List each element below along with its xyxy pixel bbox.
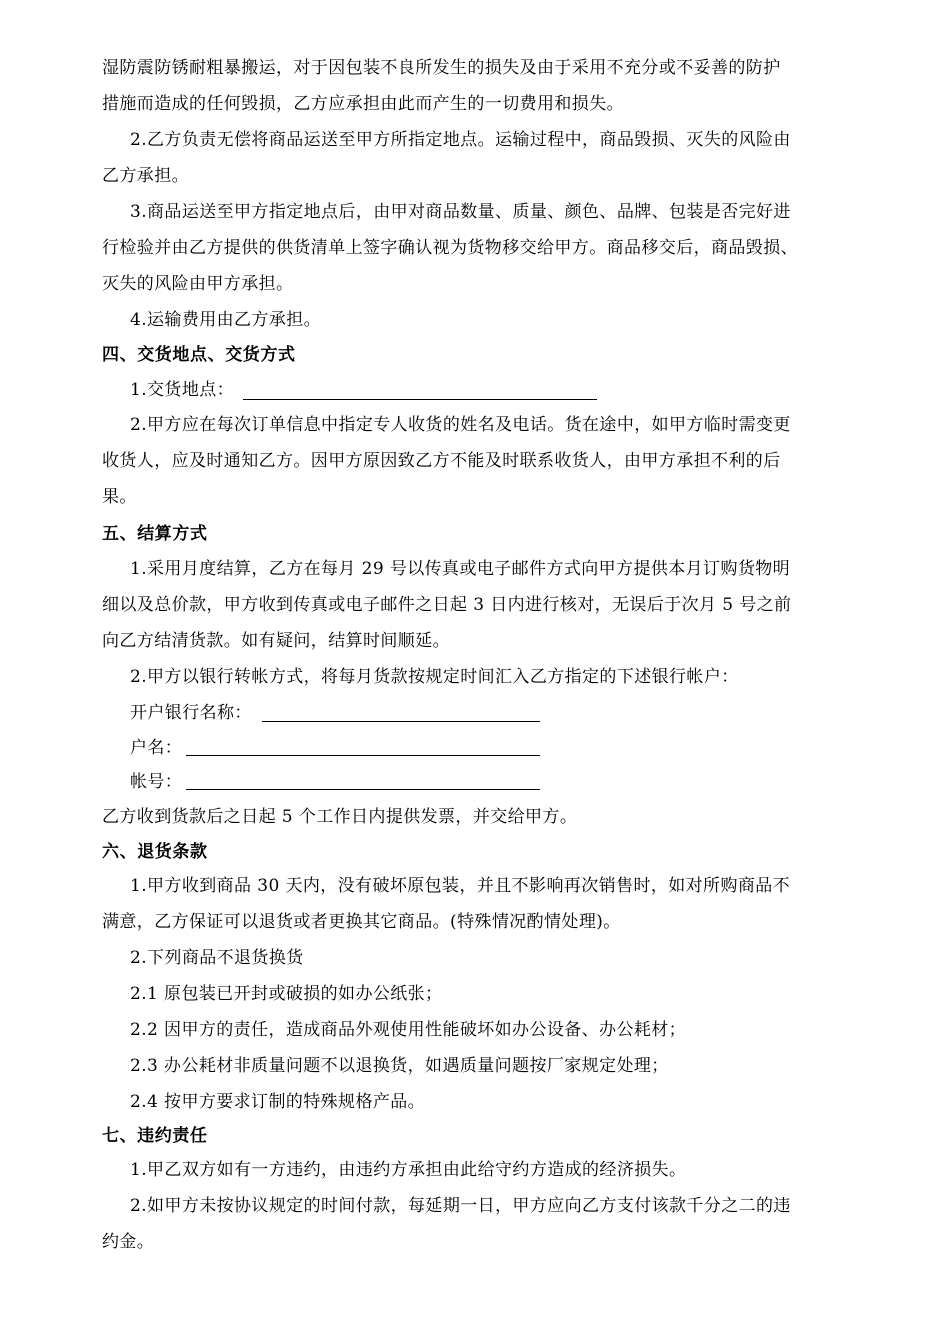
clause-5-2: 2.甲方以银行转帐方式，将每月货款按规定时间汇入乙方指定的下述银行帐户： bbox=[130, 667, 739, 687]
bank-name-label: 开户银行名称： bbox=[130, 703, 252, 723]
invoice-clause: 乙方收到货款后之日起 5 个工作日内提供发票，并交给甲方。 bbox=[102, 807, 578, 827]
clause-text: 行检验并由乙方提供的供货清单上签字确认视为货物移交给甲方。商品移交后，商品毁损、 bbox=[102, 238, 798, 258]
clause-6-2-4: 2.4 按甲方要求订制的特殊规格产品。 bbox=[130, 1092, 426, 1112]
section-6-heading: 六、退货条款 bbox=[102, 842, 208, 862]
clause-6-2-3: 2.3 办公耗材非质量问题不以退换货，如遇质量问题按厂家规定处理； bbox=[130, 1056, 669, 1076]
clause-text: 灭失的风险由甲方承担。 bbox=[102, 274, 294, 294]
clause-text: 向乙方结清货款。如有疑问，结算时间顺延。 bbox=[102, 631, 450, 651]
account-number-label: 帐号： bbox=[130, 772, 183, 792]
clause-3-2: 2.乙方负责无偿将商品运送至甲方所指定地点。运输过程中，商品毁损、灭失的风险由 bbox=[130, 130, 791, 150]
clause-text: 细以及总价款，甲方收到传真或电子邮件之日起 3 日内进行核对，无误后于次月 5 号之前 bbox=[102, 595, 792, 615]
bank-name-blank bbox=[262, 721, 540, 722]
clause-7-2: 2.如甲方未按协议规定的时间付款，每延期一日，甲方应向乙方支付该款千分之二的违 bbox=[130, 1196, 791, 1216]
account-number-blank bbox=[186, 789, 540, 790]
section-4-heading: 四、交货地点、交货方式 bbox=[102, 345, 296, 365]
clause-text: 满意，乙方保证可以退货或者更换其它商品。(特殊情况酌情处理)。 bbox=[102, 912, 621, 932]
account-name-blank bbox=[186, 755, 540, 756]
delivery-location-blank bbox=[243, 399, 597, 400]
clause-6-2: 2.下列商品不退货换货 bbox=[130, 948, 304, 968]
clause-text: 约金。 bbox=[102, 1232, 155, 1252]
delivery-location-label: 1.交货地点： bbox=[130, 380, 235, 400]
clause-text: 湿防震防锈耐粗暴搬运，对于因包装不良所发生的损失及由于采用不充分或不妥善的防护 bbox=[102, 58, 781, 78]
account-name-label: 户名： bbox=[130, 738, 183, 758]
clause-6-2-1: 2.1 原包装已开封或破损的如办公纸张； bbox=[130, 984, 443, 1004]
clause-4-2: 2.甲方应在每次订单信息中指定专人收货的姓名及电话。货在途中，如甲方临时需变更 bbox=[130, 415, 791, 435]
clause-5-1: 1.采用月度结算，乙方在每月 29 号以传真或电子邮件方式向甲方提供本月订购货物明 bbox=[130, 559, 791, 579]
clause-text: 果。 bbox=[102, 487, 137, 507]
clause-6-1: 1.甲方收到商品 30 天内，没有破坏原包装，并且不影响再次销售时，如对所购商品不 bbox=[130, 876, 791, 896]
clause-text: 收货人，应及时通知乙方。因甲方原因致乙方不能及时联系收货人，由甲方承担不利的后 bbox=[102, 451, 781, 471]
clause-7-1: 1.甲乙双方如有一方违约，由违约方承担由此给守约方造成的经济损失。 bbox=[130, 1160, 687, 1180]
section-5-heading: 五、结算方式 bbox=[102, 524, 208, 544]
clause-3-3: 3.商品运送至甲方指定地点后，由甲对商品数量、质量、颜色、品牌、包装是否完好进 bbox=[130, 202, 791, 222]
clause-text: 措施而造成的任何毁损，乙方应承担由此而产生的一切费用和损失。 bbox=[102, 94, 624, 114]
clause-3-4: 4.运输费用由乙方承担。 bbox=[130, 310, 322, 330]
section-7-heading: 七、违约责任 bbox=[102, 1126, 208, 1146]
clause-text: 乙方承担。 bbox=[102, 166, 189, 186]
clause-6-2-2: 2.2 因甲方的责任，造成商品外观使用性能破坏如办公设备、办公耗材； bbox=[130, 1020, 687, 1040]
